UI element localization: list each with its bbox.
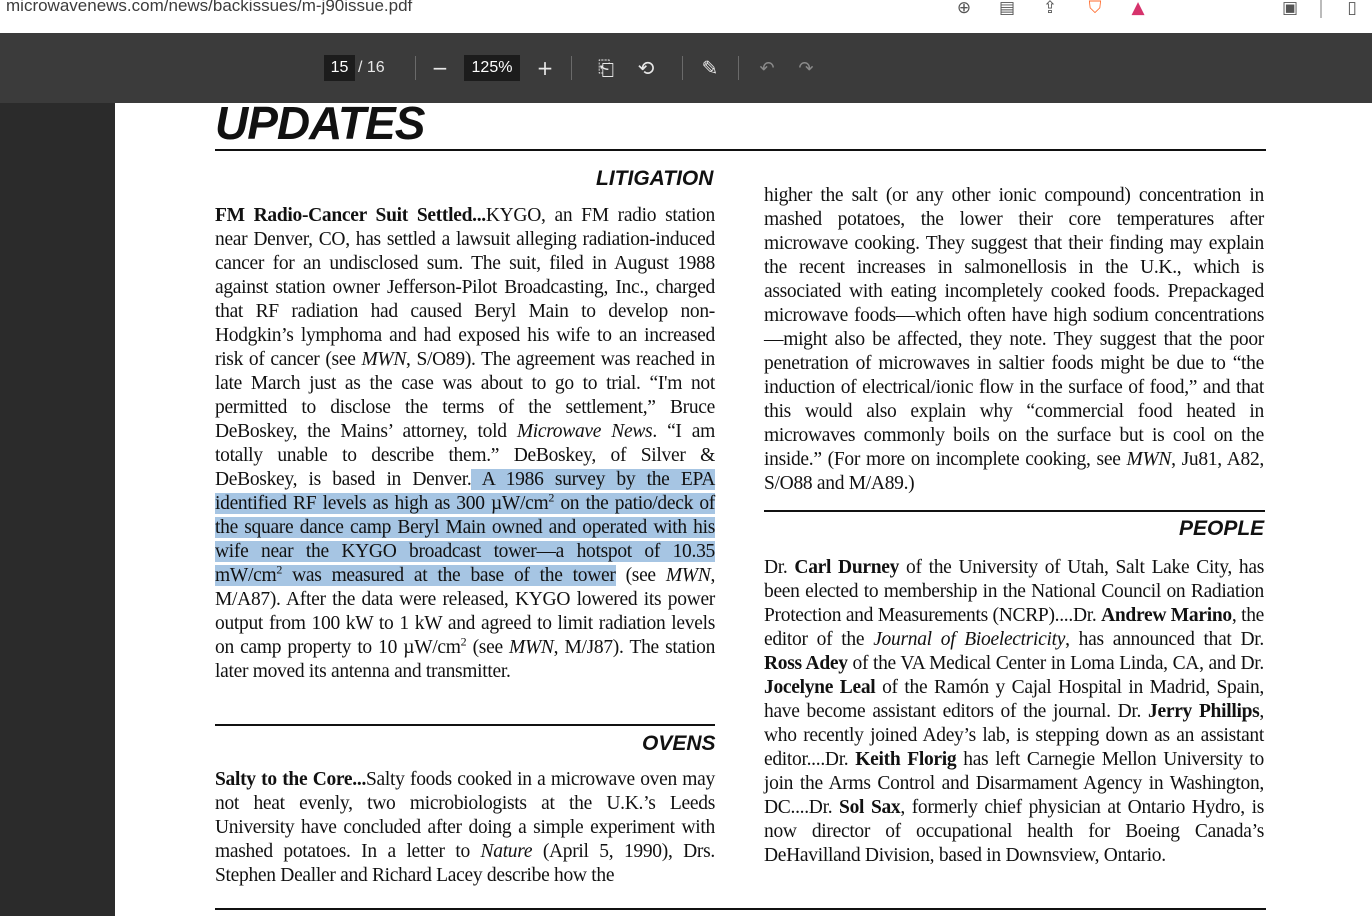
zoom-icon[interactable]: ⊕ [956,0,972,18]
title-rule [215,149,1266,151]
section-heading-people: PEOPLE [1179,517,1265,540]
zoom-level-input[interactable] [464,55,520,81]
viewer-left-margin [0,103,115,916]
toolbar-separator [571,56,572,80]
bottom-rule [215,908,1266,910]
toolbar-separator [682,56,683,80]
rotate-icon[interactable]: ⟲ [637,56,655,80]
fit-page-icon[interactable]: ⎗ [598,56,614,80]
split-icon[interactable]: ▯ [1347,0,1357,18]
selected-text[interactable]: A 1986 survey by the EPA identified RF levels as high as 300 $\mu W/cm^2$ on the patio/deck of the square dance camp Beryl Main owned and operated with his wife near the KYGO broadcast tower—a hotspot of 10.35 $mW/cm^2$ was measured at the base of the tower [215,469,716,586]
browser-address-bar [0,0,1372,33]
alert-icon[interactable]: ▲ [1131,0,1145,18]
ovens-article: Salty to the Core...Salty foods cooked in a microwave oven may not heat evenly, two microbiologists at the U.K.’s Leeds University have concluded after doing a simple experiment with mashed potatoes. In a letter to Nature (April 5, 1990), Drs. Stephen Dealler and Richard Lacey describe how the [215,769,715,886]
pdf-page [115,103,1372,916]
toolbar-separator [415,56,416,80]
section-rule [764,510,1265,512]
url-text[interactable]: microwavenews.com/news/backissues/m-j90issue.pdf [6,0,413,15]
sidepanel-icon[interactable]: ▣ [1281,0,1299,18]
litigation-article: FM Radio-Cancer Suit Settled...KYGO, an FM radio station near Denver, CO, has settled a lawsuit alleging radiation-induced cancer for an undisclosed sum. The suit, filed in August 1988 against station owner Jefferson-Pilot Broadcasting, Inc., charged that RF radiation had caused Beryl Main to develop non-Hodgkin’s lymphoma and had exposed his wife to an increased risk of cancer (see MWN, S/O89). The agreement was reached in late March just as the case was about to go to trial. “I'm not permitted to disclose the terms of the settlement,” Bruce DeBoskey, the Mains’ attorney, told Microwave News. “I am totally unable to describe them.” DeBoskey, of Silver & DeBoskey, is based in Denver. A 1986 survey by the EPA identified RF levels as high as 300 $\mu W/cm^2$ on the patio/deck of the square dance camp Beryl Main owned and operated with his wife near the KYGO broadcast tower—a hotspot of 10.35 $mW/cm^2$ was measured at the base of the tower (see MWN, M/A87). After the data were released, KYGO lowered its power output from 100 kW to 1 kW and agreed to limit radiation levels on camp property to 10 $\mu W/cm^2$ (see MWN, M/J87). The station later moved its antenna and transmitter. [215,205,716,682]
pdf-toolbar [0,33,1372,103]
page-title: UPDATES [215,103,425,149]
redo-icon[interactable]: ↷ [798,57,814,79]
toolbar-separator [738,56,739,80]
article-lead: FM Radio-Cancer Suit Settled... [215,205,486,226]
undo-icon[interactable]: ↶ [759,57,775,79]
section-heading-ovens: OVENS [642,732,716,755]
section-rule [215,724,715,726]
page-number-input[interactable] [324,55,355,81]
toolbar-divider [1320,0,1322,18]
reader-icon[interactable]: ▤ [998,0,1016,18]
article-lead: Salty to the Core... [215,769,367,790]
page-total: / 16 [358,59,385,76]
brave-shield-icon[interactable]: ⛉ [1088,0,1102,18]
ovens-article-continued: higher the salt (or any other ionic compound) concentration in mashed potatoes, the lower their core temperatures after microwave cooking. They suggest that their finding may explain the recent increases in salmonellosis in the U.K., which is associated with eating incompletely cooked foods. Prepackaged microwave foods—which often have high sodium concentrations—might also be affected, they note. They suggest that the poor penetration of microwaves in saltier foods might be due to “the induction of electrical/ionic flow in the surface of food,” and that this would also explain why “commercial food heated in microwaves commonly boils on the surface but is cool on the inside.” (For more on incomplete cooking, see MWN, Ju81, A82, S/O88 and M/A89.) [764,185,1264,494]
share-icon[interactable]: ⇪ [1042,0,1058,18]
zoom-in-button[interactable]: + [536,56,554,80]
people-article: Dr. Carl Durney of the University of Utah, Salt Lake City, has been elected to membership in the National Council on Radiation Protection and Measurements (NCRP)....Dr. Andrew Marino, the editor of the Journal of Bioelectricity, has announced that Dr. Ross Adey of the VA Medical Center in Loma Linda, CA, and Dr. Jocelyne Leal of the Ramón y Cajal Hospital in Madrid, Spain, have become assistant editors of the journal. Dr. Jerry Phillips, who recently joined Adey’s lab, is stepping down as an assistant editor....Dr. Keith Florig has left Carnegie Mellon University to join the Arms Control and Disarmament Agency in Washington, DC....Dr. Sol Sax, formerly chief physician at Ontario Hydro, is now director of occupational health for Boeing Canada’s DeHavilland Division, based in Downsview, Ontario. [764,557,1264,866]
section-heading-litigation: LITIGATION [596,167,714,190]
zoom-out-button[interactable]: − [431,56,449,80]
annotate-icon[interactable]: ✎ [701,56,719,80]
